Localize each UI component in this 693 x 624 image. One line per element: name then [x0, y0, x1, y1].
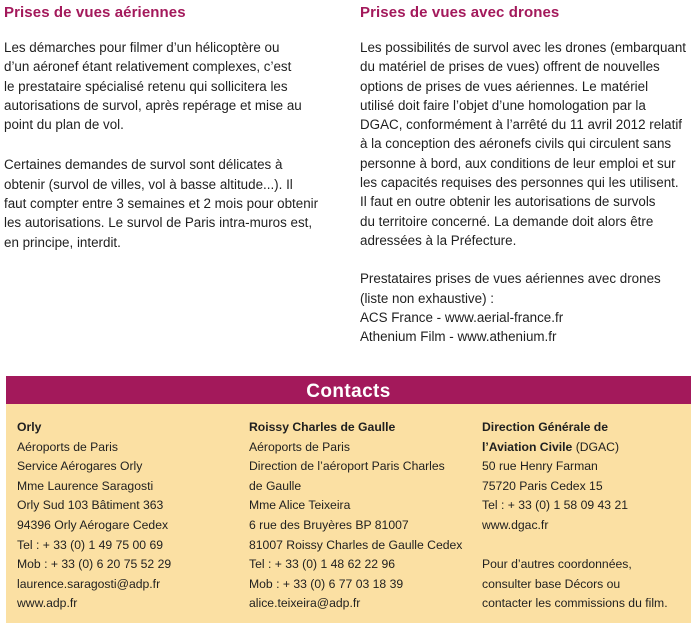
- text-line: DGAC, conformément à l’arrêté du 11 avril 2012 relatif: [360, 117, 683, 133]
- contact-abbr: (DGAC): [572, 439, 620, 454]
- contact-note: contacter les commissions du film.: [482, 596, 668, 611]
- text-line: adressées à la Préfecture.: [360, 232, 517, 248]
- contact-note: consulter base Décors ou: [482, 576, 621, 591]
- text-line: les capacités requises des personnes qui les utilisent.: [360, 175, 679, 191]
- contact-line: 94396 Orly Aérogare Cedex: [17, 517, 169, 532]
- provider-item: ACS France - www.aerial-france.fr: [360, 309, 564, 325]
- text-line: du matériel de prises de vues) offrent de nouvelles: [360, 59, 660, 75]
- text-line: Les possibilités de survol avec les drones (embarquant: [360, 40, 687, 55]
- providers-note: (liste non exhaustive) :: [360, 290, 494, 306]
- contact-name: Direction Générale de: [482, 420, 608, 434]
- text-line: Les démarches pour filmer d’un hélicoptère ou: [4, 40, 280, 55]
- contact-line: de Gaulle: [249, 478, 302, 493]
- contact-cdg: [249, 418, 474, 614]
- contact-phone: Tel : + 33 (0) 1 49 75 00 69: [17, 537, 164, 552]
- text-line: point du plan de vol.: [4, 117, 124, 133]
- contact-email: laurence.saragosti@adp.fr: [17, 576, 161, 591]
- contact-line: Service Aérogares Orly: [17, 459, 143, 474]
- contact-name: l’Aviation Civile: [482, 439, 573, 454]
- text-line: les autorisations. Le survol de Paris intra-muros est,: [4, 215, 313, 231]
- text-line: le prestataire spécialisé retenu qui sollicitera les: [4, 78, 288, 94]
- contact-line: Aéroports de Paris: [17, 439, 118, 454]
- contact-phone: Tel : + 33 (0) 1 58 09 43 21: [482, 498, 629, 513]
- contact-line: 81007 Roissy Charles de Gaulle Cedex: [249, 537, 463, 552]
- text-line: d’un aéronef étant relativement complexes, c’est: [4, 59, 292, 75]
- contact-line: Mme Laurence Saragosti: [17, 478, 154, 493]
- drone-providers-list: [360, 269, 690, 346]
- contact-line: Orly Sud 103 Bâtiment 363: [17, 498, 164, 513]
- drone-paragraph: [360, 38, 690, 250]
- contact-line: Aéroports de Paris: [249, 439, 350, 454]
- text-line: à la conception des aéronefs civils qui circulent sans: [360, 136, 672, 152]
- text-line: obtenir (survol de villes, vol à basse altitude...). Il: [4, 176, 293, 192]
- contact-name: Roissy Charles de Gaulle: [249, 420, 396, 434]
- contact-name-line2: [482, 438, 687, 458]
- contact-name: Orly: [17, 420, 42, 434]
- text-line: du territoire concerné. La demande doit alors être: [360, 213, 654, 229]
- aerial-section: [4, 0, 334, 252]
- contacts-box: [6, 376, 691, 623]
- drone-section-title: Prises de vues avec drones: [360, 4, 560, 21]
- aerial-paragraph-1: [4, 38, 334, 134]
- aerial-paragraph-2: [4, 155, 334, 251]
- contact-website: www.dgac.fr: [482, 517, 549, 532]
- contact-line: Mme Alice Teixeira: [249, 498, 351, 513]
- contact-dgac: [482, 418, 687, 614]
- aerial-section-title: Prises de vues aériennes: [4, 4, 186, 21]
- contact-line: Direction de l’aéroport Paris Charles: [249, 459, 445, 474]
- provider-item: Athenium Film - www.athenium.fr: [360, 329, 557, 345]
- text-line: personne à bord, aux conditions de leur emploi et sur: [360, 155, 676, 171]
- providers-heading: Prestataires prises de vues aériennes avec drones: [360, 271, 661, 287]
- contact-line: 50 rue Henry Farman: [482, 459, 598, 474]
- text-line: utilisé doit faire l’objet d’une homologation par la: [360, 97, 646, 113]
- contact-note: Pour d’autres coordonnées,: [482, 557, 632, 572]
- text-line: Certaines demandes de survol sont délicates à: [4, 157, 283, 173]
- contact-mobile: Mob : + 33 (0) 6 77 03 18 39: [249, 576, 404, 591]
- text-line: faut compter entre 3 semaines et 2 mois pour obtenir: [4, 196, 319, 212]
- contact-email: alice.teixeira@adp.fr: [249, 596, 361, 611]
- drone-section: [360, 0, 690, 346]
- contacts-title: Contacts: [6, 379, 691, 404]
- text-line: autorisations de survol, après repérage et mise au: [4, 97, 302, 113]
- contact-line: 75720 Paris Cedex 15: [482, 478, 603, 493]
- contact-website: www.adp.fr: [17, 596, 78, 611]
- text-line: en principe, interdit.: [4, 234, 121, 250]
- text-line: Il faut en outre obtenir les autorisations de survols: [360, 194, 656, 210]
- contact-orly: [17, 418, 237, 614]
- contact-mobile: Mob : + 33 (0) 6 20 75 52 29: [17, 557, 172, 572]
- spacer: [482, 536, 687, 556]
- contact-phone: Tel : + 33 (0) 1 48 62 22 96: [249, 557, 396, 572]
- contact-line: 6 rue des Bruyères BP 81007: [249, 517, 409, 532]
- text-line: options de prises de vues aériennes. Le matériel: [360, 78, 649, 94]
